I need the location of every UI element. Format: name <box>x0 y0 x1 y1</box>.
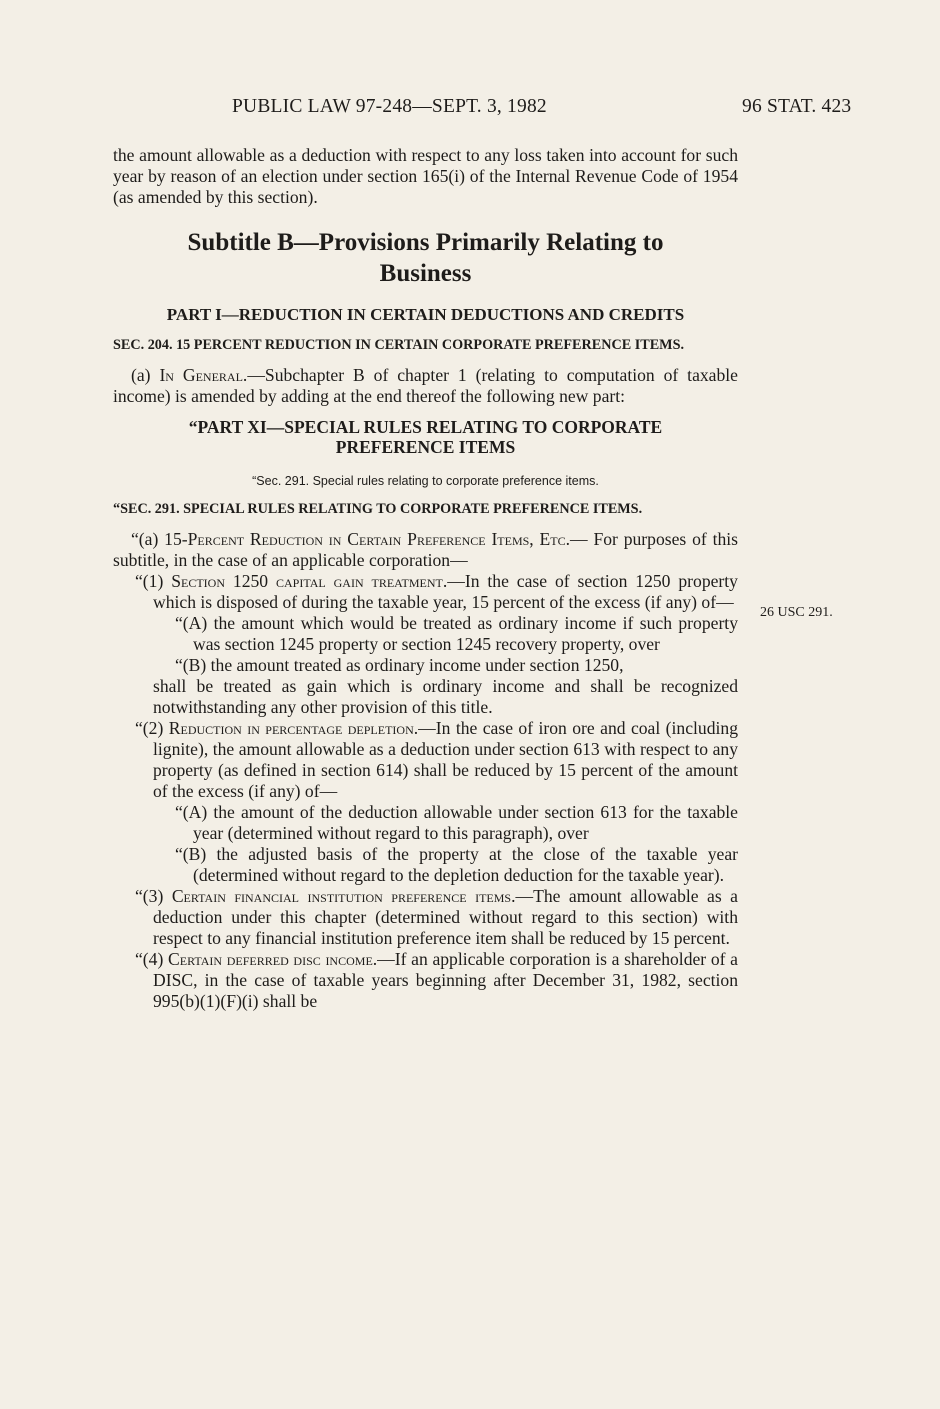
section-204-a <box>113 365 738 407</box>
paragraph-1-text: —In the case of section 1250 property which is disposed of during the taxable year, 15 percent of the excess (if any) of— <box>153 571 738 612</box>
part-heading: PART I—REDUCTION IN CERTAIN DEDUCTIONS AND CREDITS <box>166 305 685 324</box>
paragraph-2-A: “(A) the amount of the deduction allowable under section 613 for the taxable year (determined without regard to this paragraph), over <box>175 802 738 843</box>
paragraph-1-A: “(A) the amount which would be treated as ordinary income if such property was section 1245 property or section 1245 recovery property, over <box>175 613 738 654</box>
toc-line: “Sec. 291. Special rules relating to corporate preference items. <box>252 474 599 488</box>
section-204-a-caption: In General. <box>159 365 248 385</box>
running-head <box>0 96 940 120</box>
paragraph-2-label: “(2) <box>135 718 169 738</box>
paragraph-4-text: —If an applicable corporation is a shareholder of a DISC, in the case of taxable years beginning after December 31, 1982, section 995(b)(1)(F)(i) shall be <box>153 949 738 1011</box>
header-page-number: 96 STAT. 423 <box>742 96 852 117</box>
paragraph-2 <box>113 718 738 802</box>
paragraph-2-B: “(B) the adjusted basis of the property at the close of the taxable year (determined without regard to the depletion deduction for the taxable year). <box>175 844 738 885</box>
section-291-a-text: — For purposes of this subtitle, in the case of an applicable corporation— <box>113 529 738 570</box>
paragraph-3-text: —The amount allowable as a deduction under this chapter (determined without regard to this section) with respect to any financial institution preference item shall be reduced by 15 percent. <box>153 886 738 948</box>
paragraph-2-caption: Reduction in percentage depletion. <box>168 718 419 738</box>
paragraph-1-caption: Section 1250 capital gain treatment. <box>171 571 448 591</box>
section-291-heading: “SEC. 291. SPECIAL RULES RELATING TO CORPORATE PREFERENCE ITEMS. <box>113 501 643 517</box>
paragraph-1 <box>113 571 738 613</box>
paragraph-4-label: “(4) <box>135 949 169 969</box>
paragraph-2-text: —In the case of iron ore and coal (including lignite), the amount allowable as a deduction under section 613 with respect to any property (as defined in section 614) shall be reduced by 15 percent of the amount of the excess (if any) of— <box>153 718 738 801</box>
paragraph-4-caption: Certain deferred disc income. <box>168 949 378 969</box>
subtitle-heading: Subtitle B—Provisions Primarily Relating to Business <box>187 229 664 287</box>
main-column <box>113 145 738 1012</box>
paragraph-4 <box>113 949 738 1012</box>
margin-citation: 26 USC 291. <box>760 605 833 620</box>
section-204-a-label: (a) <box>131 365 160 385</box>
paragraph-3-label: “(3) <box>135 886 172 906</box>
intro-paragraph: the amount allowable as a deduction with respect to any loss taken into account for such year by reason of an election under section 165(i) of the Internal Revenue Code of 1954 (as amended by this section). <box>113 145 738 207</box>
section-204-a-text: —Subchapter B of chapter 1 (relating to computation of taxable income) is amended by adding at the end thereof the following new part: <box>113 365 738 406</box>
section-291-a <box>113 529 738 571</box>
header-title: PUBLIC LAW 97-248—SEPT. 3, 1982 <box>232 96 547 117</box>
part-xi-heading: “PART XI—SPECIAL RULES RELATING TO CORPORATE PREFERENCE ITEMS <box>188 417 663 457</box>
paragraph-1-B: “(B) the amount treated as ordinary income under section 1250, <box>175 655 624 675</box>
paragraph-1-label: “(1) <box>135 571 172 591</box>
section-291-a-label: “(a) <box>131 529 165 549</box>
paragraph-3-caption: Certain financial institution preference items. <box>171 886 516 906</box>
paragraph-3 <box>113 886 738 949</box>
section-204-heading: SEC. 204. 15 PERCENT REDUCTION IN CERTAIN CORPORATE PREFERENCE ITEMS. <box>113 337 685 353</box>
paragraph-1-tail: shall be treated as gain which is ordinary income and shall be recognized notwithstanding any other provision of this title. <box>153 676 738 717</box>
section-291-a-caption: 15-Percent Reduction in Certain Preference Items, Etc. <box>164 529 571 549</box>
